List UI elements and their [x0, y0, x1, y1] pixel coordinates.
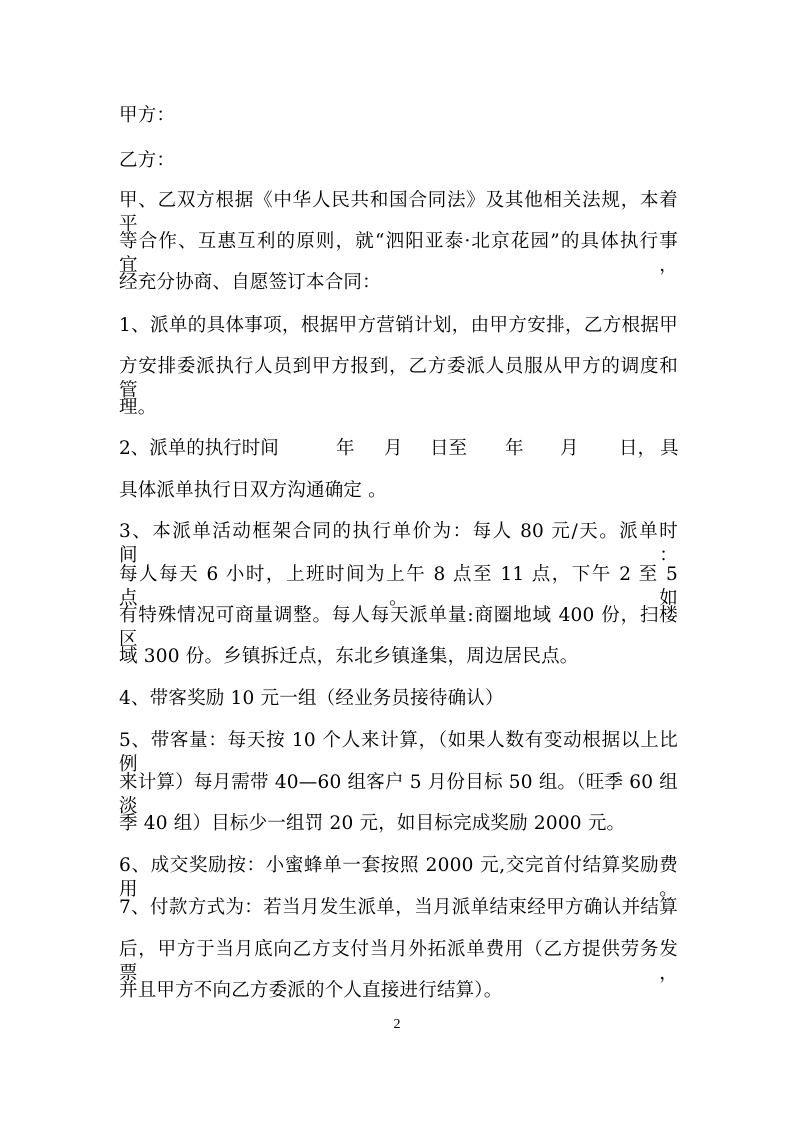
clause-1-line-3: 理。: [119, 397, 157, 418]
party-b-label: 乙方：: [119, 150, 176, 171]
execution-day-end: 日，: [619, 438, 657, 459]
execution-year-end: 年: [505, 438, 524, 459]
clause-7-line-2: 后，甲方于当月底向乙方支付当月外拓派单费用（乙方提供劳务发票，: [119, 939, 678, 984]
clause-1-line-1: 1、派单的具体事项，根据甲方营销计划，由甲方安排，乙方根据甲: [119, 315, 678, 336]
clause-5-line-2: 来计算）每月需带 40—60 组客户 5 月份目标 50 组。（旺季 60 组淡: [119, 772, 678, 817]
page-number: 2: [393, 1017, 401, 1032]
clause-5-line-3: 季 40 组）目标少一组罚 20 元，如目标完成奖励 2000 元。: [119, 813, 626, 834]
party-a-label: 甲方：: [119, 105, 176, 126]
clause-5-line-1: 5、带客量：每天按 10 个人来计算，（如果人数有变动根据以上比例: [119, 730, 678, 775]
intro-line-2: 等合作、互惠互利的原则，就“泗阳亚泰·北京花园”的具体执行事宜，: [119, 231, 678, 276]
clause-3-line-3: 有特殊情况可商量调整。每人每天派单量:商圈地域 400 份，扫楼区: [119, 605, 678, 650]
clause-4-line-1: 4、带客奖励 10 元一组（经业务员接待确认）: [119, 688, 504, 709]
clause-3-line-4: 域 300 份。乡镇拆迁点，东北乡镇逢集，周边居民点。: [119, 646, 579, 667]
execution-tail: 具: [660, 438, 679, 459]
intro-line-3: 经充分协商、自愿签订本合同：: [119, 272, 381, 293]
execution-month-start: 月: [384, 438, 403, 459]
execution-day-start: 日至: [430, 438, 468, 459]
clause-7-line-3: 并且甲方不向乙方委派的个人直接进行结算）。: [119, 980, 503, 1001]
clause-1-line-2: 方安排委派执行人员到甲方报到，乙方委派人员服从甲方的调度和管: [119, 356, 678, 401]
clause-6-line-1: 6、成交奖励按：小蜜蜂单一套按照 2000 元,交完首付结算奖励费用。: [119, 855, 678, 900]
execution-year-start: 年: [336, 438, 355, 459]
intro-line-1: 甲、乙双方根据《中华人民共和国合同法》及其他相关法规，本着平: [119, 190, 678, 235]
clause-3-line-1: 3、本派单活动框架合同的执行单价为：每人 80 元/天。派单时间：: [119, 521, 678, 566]
execution-month-end: 月: [560, 438, 579, 459]
clause-7-line-1: 7、付款方式为：若当月发生派单，当月派单结束经甲方确认并结算: [119, 897, 678, 918]
execution-time-label: 2、派单的执行时间: [119, 438, 279, 459]
clause-3-line-2: 每人每天 6 小时，上班时间为上午 8 点至 11 点，下午 2 至 5 点。如: [119, 564, 678, 609]
clause-2-line-2: 具体派单执行日双方沟通确定 。: [119, 480, 387, 501]
